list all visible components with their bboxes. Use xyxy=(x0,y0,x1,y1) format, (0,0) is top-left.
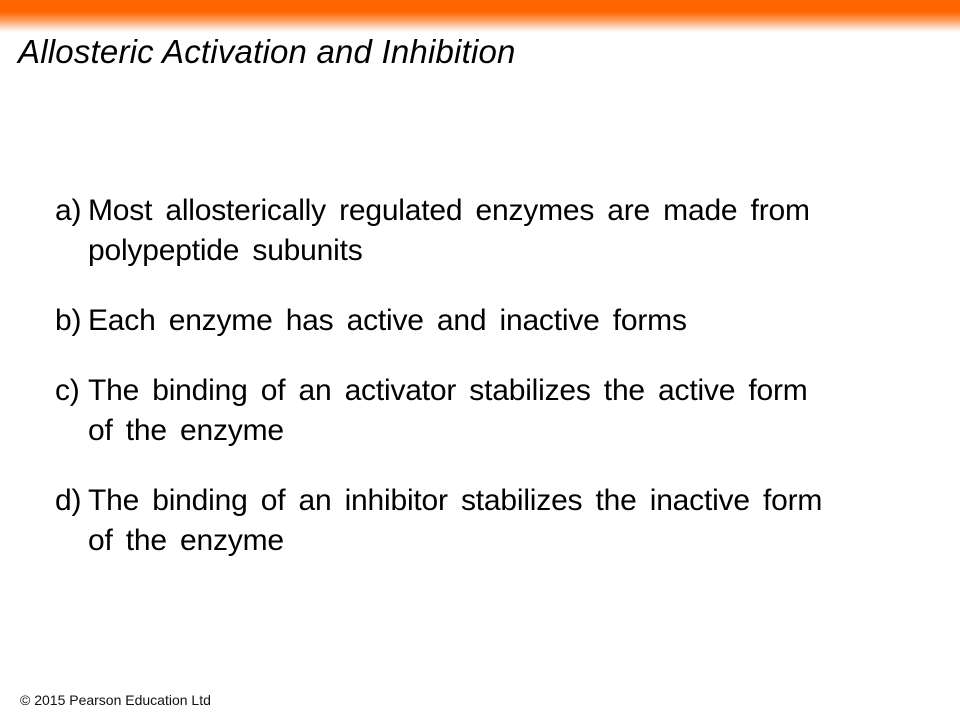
list-item xyxy=(55,301,925,341)
list-item xyxy=(55,481,925,561)
list-item-marker: c) xyxy=(55,374,80,407)
list-item-line: Each enzyme has active and inactive forms xyxy=(88,304,687,337)
list-item-line: of the enzyme xyxy=(88,524,284,557)
list-item xyxy=(55,371,925,451)
list-item-marker: a) xyxy=(55,194,82,227)
list-item-marker: b) xyxy=(55,304,82,337)
list-item-text xyxy=(88,481,925,561)
list-item-line: of the enzyme xyxy=(88,414,284,447)
list-item-line: Most allosterically regulated enzymes are made from xyxy=(88,194,810,227)
list-item-line: The binding of an activator stabilizes the active form xyxy=(88,374,808,407)
list-item xyxy=(55,191,925,271)
bullet-list xyxy=(55,191,925,591)
copyright-footer: © 2015 Pearson Education Ltd xyxy=(20,692,211,708)
list-item-line: The binding of an inhibitor stabilizes the inactive form xyxy=(88,484,823,517)
list-item-text xyxy=(88,301,925,341)
top-accent-bar xyxy=(0,0,960,33)
list-item-marker: d) xyxy=(55,484,82,517)
list-item-text xyxy=(88,371,925,451)
slide-title: Allosteric Activation and Inhibition xyxy=(18,33,516,70)
list-item-line: polypeptide subunits xyxy=(88,234,363,267)
list-item-text xyxy=(88,191,925,271)
